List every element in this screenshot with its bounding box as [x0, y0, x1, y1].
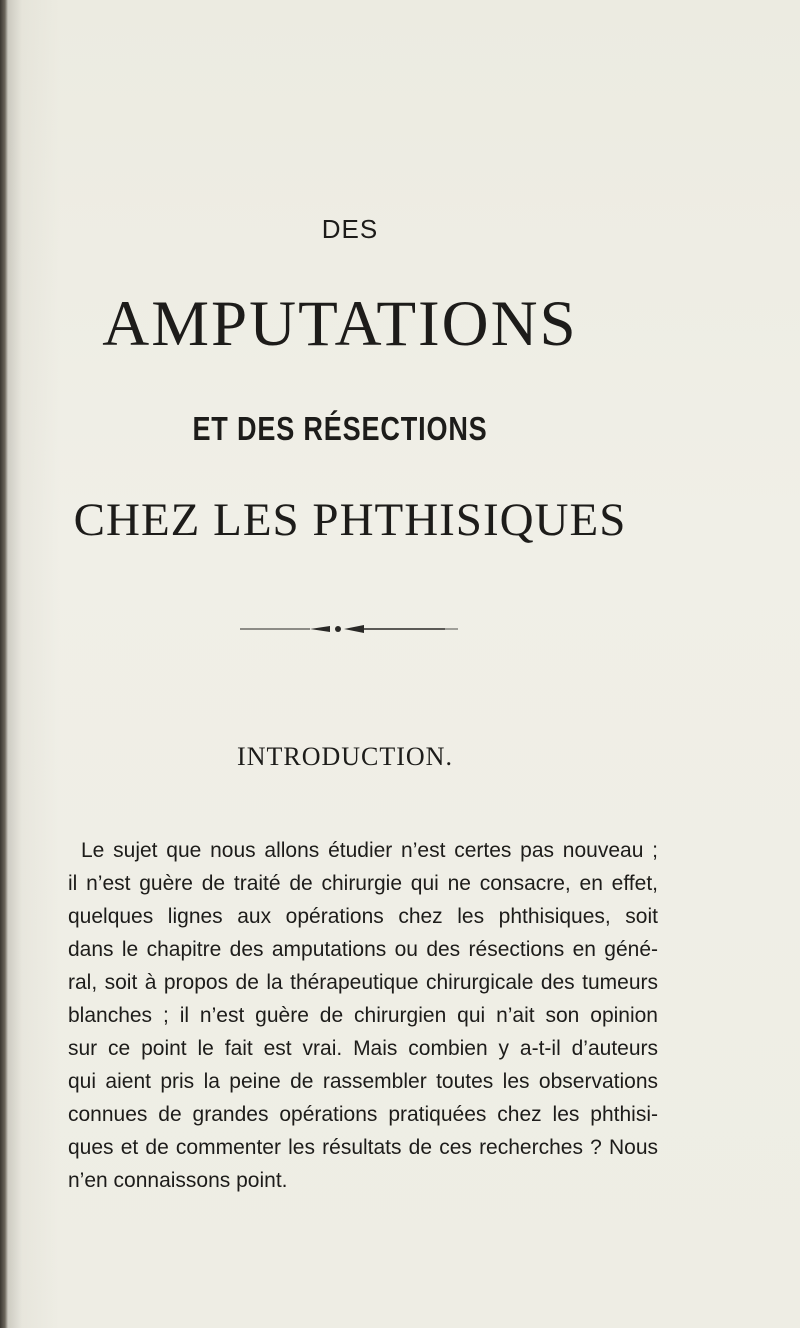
- main-title: AMPUTATIONS: [102, 288, 578, 360]
- paragraph-line: dans le chapitre des amputations ou des résections en géné-: [68, 938, 658, 961]
- paragraph-line: il n’est guère de traité de chirurgie qui ne consacre, en effet,: [68, 872, 658, 895]
- book-spine-shadow: [0, 0, 8, 1328]
- subtitle: ET DES RÉSECTIONS: [192, 410, 488, 447]
- paragraph-line: ques et de commenter les résultats de ces recherches ? Nous: [68, 1136, 658, 1159]
- body-paragraph: [68, 834, 658, 1197]
- paragraph-line: blanches ; il n’est guère de chirurgien qui n’ait son opinion: [68, 1004, 658, 1027]
- paragraph-line: Le sujet que nous allons étudier n’est certes pas nouveau ;: [81, 839, 658, 862]
- subtitle-secondary: CHEZ LES PHTHISIQUES: [73, 494, 627, 546]
- ornament-divider-icon: [240, 622, 460, 636]
- section-title: INTRODUCTION.: [237, 742, 453, 771]
- paragraph-line: connues de grandes opérations pratiquées chez les phthisi-: [68, 1103, 658, 1126]
- paragraph-line: quelques lignes aux opérations chez les phthisiques, soit: [68, 905, 658, 928]
- paragraph-line: qui aient pris la peine de rassembler toutes les observations: [68, 1070, 658, 1093]
- paragraph-line: sur ce point le fait est vrai. Mais combien y a-t-il d’auteurs: [68, 1037, 658, 1060]
- paragraph-line: ral, soit à propos de la thérapeutique chirurgicale des tumeurs: [68, 971, 658, 994]
- pre-title: DES: [321, 214, 379, 244]
- paragraph-line: n’en connaissons point.: [68, 1169, 288, 1192]
